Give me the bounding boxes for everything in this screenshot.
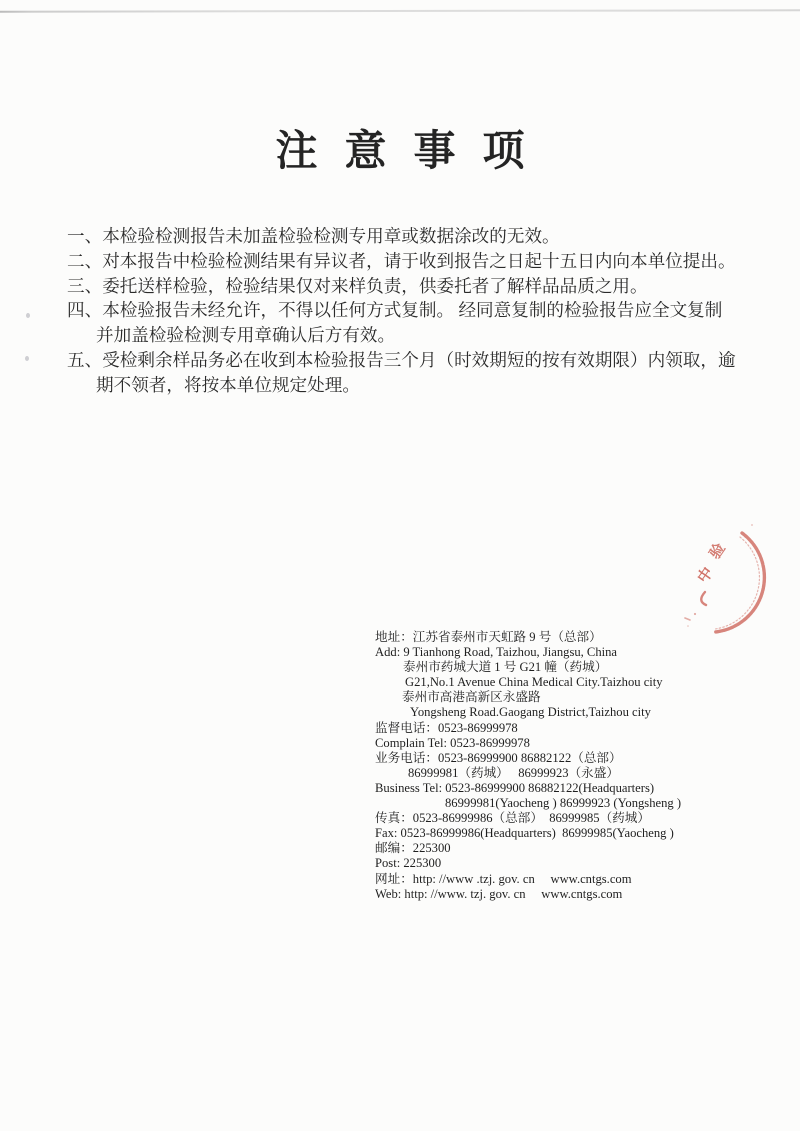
stamp-curl-mark <box>701 592 706 605</box>
contact-line: Business Tel: 0523-86999900 86882122(Headquarters) <box>375 780 655 795</box>
notice-line: 五、受检剩余样品务必在收到本检验报告三个月（时效期短的按有效期限）内领取，逾 <box>67 349 736 370</box>
notice-line: 四、本检验报告未经允许，不得以任何方式复制。 经同意复制的检验报告应全文复制 <box>67 300 723 321</box>
stamp-small-mark <box>685 618 690 620</box>
notice-list <box>67 224 767 398</box>
scan-speck <box>25 356 29 361</box>
contact-line: Post: 225300 <box>375 856 442 871</box>
notice-line: 期不领者，将按本单位规定处理。 <box>96 374 360 395</box>
notice-line: 并加盖检验检测专用章确认后方有效。 <box>96 325 396 346</box>
contact-line: 邮编：225300 <box>375 841 451 856</box>
contact-line: 86999981（药城） 86999923（永盛） <box>408 765 619 780</box>
contact-line: 业务电话：0523-86999900 86882122（总部） <box>375 750 622 765</box>
contact-line: Yongsheng Road.Gaogang District,Taizhou city <box>410 705 651 720</box>
stamp-char-top: 验 <box>707 540 729 563</box>
stamp-char-bottom: 中 <box>695 564 717 587</box>
contact-line: G21,No.1 Avenue China Medical City.Taizhou city <box>405 675 663 690</box>
page-title: 注意事项 <box>275 127 552 174</box>
contact-line: 网址：http: //www .tzj. gov. cn www.cntgs.com <box>375 871 632 886</box>
scan-speck <box>26 313 30 318</box>
contact-line: Fax: 0523-86999986(Headquarters) 86999985(Yaocheng ) <box>375 826 674 841</box>
notice-line: 三、委托送样检验，检验结果仅对来样负责，供委托者了解样品品质之用。 <box>67 275 648 296</box>
notice-line: 一、本检验检测报告未加盖检验检测专用章或数据涂改的无效。 <box>67 226 560 246</box>
contact-line: 传真：0523-86999986（总部） 86999985（药城） <box>375 811 650 826</box>
contact-line: 泰州市高港高新区永盛路 <box>402 690 541 705</box>
contact-line: 地址：江苏省泰州市天虹路 9 号（总部） <box>375 630 602 644</box>
contact-line: Web: http: //www. tzj. gov. cn www.cntgs.com <box>375 886 623 901</box>
red-stamp-partial <box>655 490 775 645</box>
contact-line: 泰州市药城大道 1 号 G21 幢（药城） <box>403 660 608 675</box>
scan-edge-line <box>0 9 800 12</box>
contact-block <box>375 630 681 902</box>
contact-line: 86999981(Yaocheng ) 86999923 (Yongsheng ) <box>445 796 682 811</box>
contact-line: Complain Tel: 0523-86999978 <box>375 735 530 750</box>
contact-line: 监督电话：0523-86999978 <box>375 720 518 735</box>
notice-line: 二、对本报告中检验检测结果有异议者，请于收到报告之日起十五日内向本单位提出。 <box>67 250 736 271</box>
contact-line: Add: 9 Tianhong Road, Taizhou, Jiangsu, China <box>375 645 618 660</box>
